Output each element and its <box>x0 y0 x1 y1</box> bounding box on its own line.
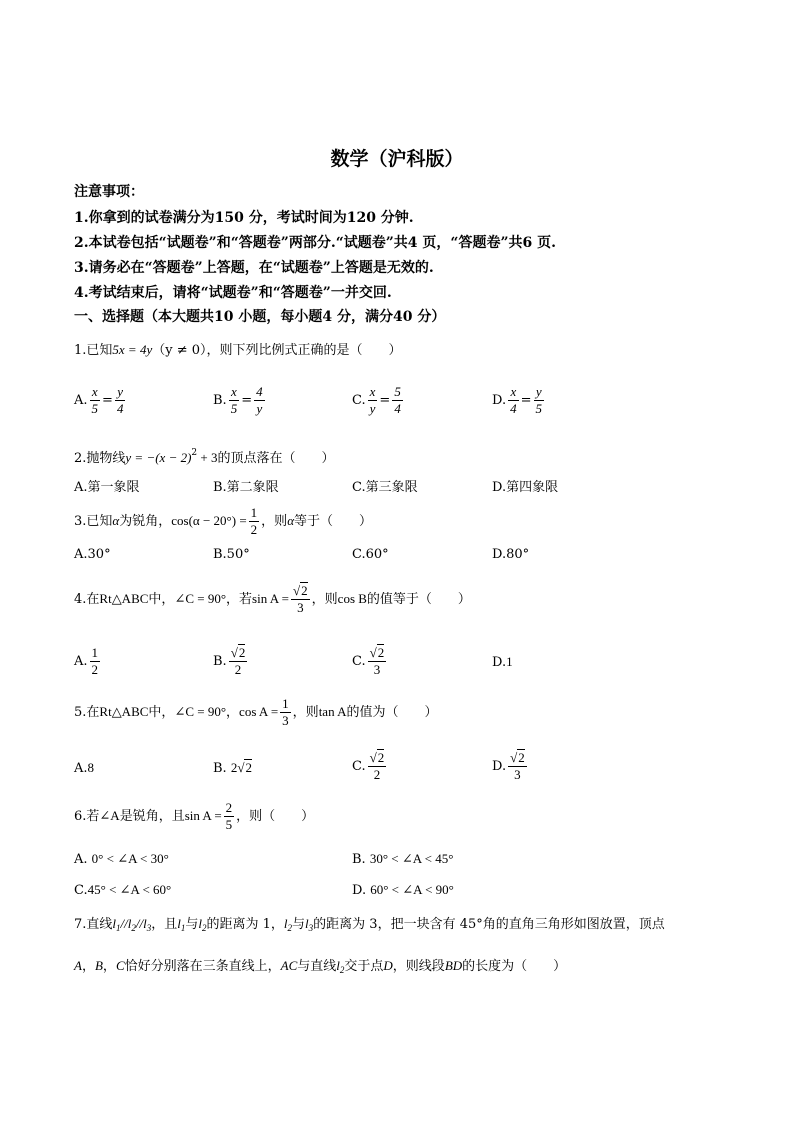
note-item: 2.本试卷包括“试题卷”和“答题卷”两部分.“试题卷”共4 页，“答题卷”共6 页. <box>74 235 557 251</box>
question-5-option-b: B. 2√2 <box>213 760 252 776</box>
section-heading: 一、选择题（本大题共10 小题，每小题4 分，满分40 分） <box>74 309 446 325</box>
question-5-option-a: A.8 <box>74 760 95 776</box>
page-title: 数学（沪科版） <box>330 148 464 170</box>
question-3-option-d: D.80° <box>492 547 530 562</box>
question-2-option-b: B.第二象限 <box>213 480 279 495</box>
note-item: 3.请务必在“答题卷”上答题，在“试题卷”上答题是无效的. <box>74 260 434 276</box>
question-2-option-a: A.第一象限 <box>74 480 140 495</box>
question-4-option-a: A. $\frac{1}{2}$ <box>74 645 99 677</box>
note-item: 1.你拿到的试卷满分为150 分，考试时间为120 分钟. <box>74 210 414 226</box>
question-3-stem: 3.已知α为锐角，cos(α − 20°) = $\frac{1}{2}$ ，则α等于（ ） <box>74 505 373 537</box>
question-6-option-d: D. 60° < ∠A < 90° <box>352 882 454 898</box>
question-1-option-c: C. $\frac{x}{y}$ = $\frac{5}{4}$ <box>352 384 401 416</box>
question-2-option-d: D.第四象限 <box>492 480 559 495</box>
question-3-option-a: A.30° <box>74 547 111 562</box>
question-6-stem: 6.若∠A是锐角，且sin A = $\frac{2}{5}$ ，则（ ） <box>74 800 315 832</box>
question-5-option-d: D. $\frac{√2}{3}$ <box>492 750 525 782</box>
question-3-option-b: B.50° <box>213 547 250 562</box>
note-item: 4.考试结束后，请将“试题卷”和“答题卷”一并交回. <box>74 285 392 301</box>
question-1-stem: 1.已知5x = 4y（y ≠ 0），则下列比例式正确的是（ ） <box>74 342 402 358</box>
question-7-stem-line-1: 7.直线$l_1//l_2//l_3$，且$l_1$与$l_2$的距离为 1，$l_2$与$l_3$的距离为 3，把一块含有 45°角的直角三角形如图放置，顶点 <box>74 916 665 933</box>
question-6-option-c: C.45° < ∠A < 60° <box>74 882 172 898</box>
question-1-option-a: A. $\frac{x}{5}$ = $\frac{y}{4}$ <box>74 384 124 416</box>
question-3-option-c: C.60° <box>352 547 389 562</box>
question-5-option-c: C. $\frac{√2}{2}$ <box>352 750 385 782</box>
question-6-option-a: A. 0° < ∠A < 30° <box>74 851 169 867</box>
notes-heading: 注意事项： <box>74 184 144 200</box>
question-7-stem-line-2: A，B，C恰好分别落在三条直线上，AC与直线$l_2$交于点D，则线段BD的长度为（ ） <box>74 958 567 975</box>
question-1-option-b: B. $\frac{x}{5}$ = $\frac{4}{y}$ <box>213 384 263 416</box>
question-5-stem: 5.在Rt△ABC中，∠C = 90°，cos A = $\frac{1}{3}$ ，则tan A的值为（ ） <box>74 696 438 728</box>
question-4-stem: 4.在Rt△ABC中，∠C = 90°，若sin A = $\frac{√2}{3}$ ，则cos B的值等于（ ） <box>74 583 471 615</box>
question-2-option-c: C.第三象限 <box>352 480 418 495</box>
question-4-option-d: D.1 <box>492 654 513 670</box>
question-6-option-b: B. 30° < ∠A < 45° <box>352 851 454 867</box>
question-1-option-d: D. $\frac{x}{4}$ = $\frac{y}{5}$ <box>492 384 542 416</box>
question-4-option-c: C. $\frac{√2}{3}$ <box>352 645 385 677</box>
question-4-option-b: B. $\frac{√2}{2}$ <box>213 645 246 677</box>
question-2-stem: 2.抛物线$y = -(x - 2)^2 + 3$的顶点落在（ ） <box>74 448 335 466</box>
